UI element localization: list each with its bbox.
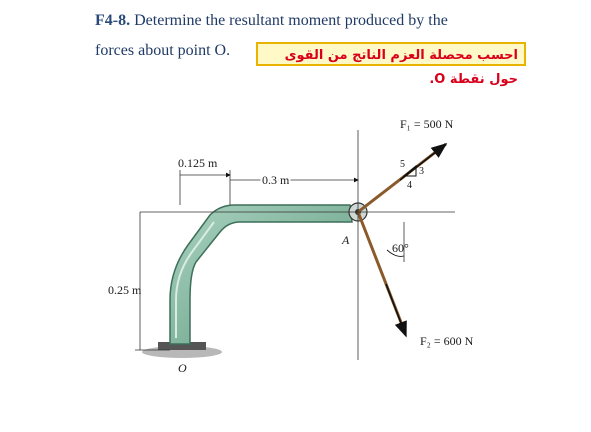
dimension-03: [230, 173, 358, 187]
dim-label-03: 0.3 m: [262, 173, 290, 187]
slope-label-4: 4: [407, 180, 412, 191]
force-f1-label: F₁ = 500 N: [400, 117, 454, 131]
dim-label-025: 0.25 m: [108, 283, 142, 297]
problem-text-line1: Determine the resultant moment produced by the: [134, 12, 448, 29]
dimension-025: [108, 212, 170, 350]
problem-number: F4-8.: [95, 12, 131, 29]
slope-label-5: 5: [400, 159, 405, 170]
slope-label-3: 3: [419, 166, 424, 177]
dimension-0125: [178, 156, 230, 205]
dim-label-0125: 0.125 m: [178, 156, 218, 170]
force-f2-arrow: [386, 284, 406, 336]
force-f2-label: F₂ = 600 N: [420, 334, 474, 348]
bent-member: [170, 205, 352, 344]
point-a-label: A: [342, 233, 350, 247]
problem-text-line2: forces about point O.: [95, 42, 231, 59]
arabic-translation-note: احسب محصلة العزم الناتج من القوى حول نقطة O.: [256, 42, 526, 66]
point-o-label: O: [178, 361, 187, 375]
angle-label-60: 60°: [392, 241, 409, 255]
